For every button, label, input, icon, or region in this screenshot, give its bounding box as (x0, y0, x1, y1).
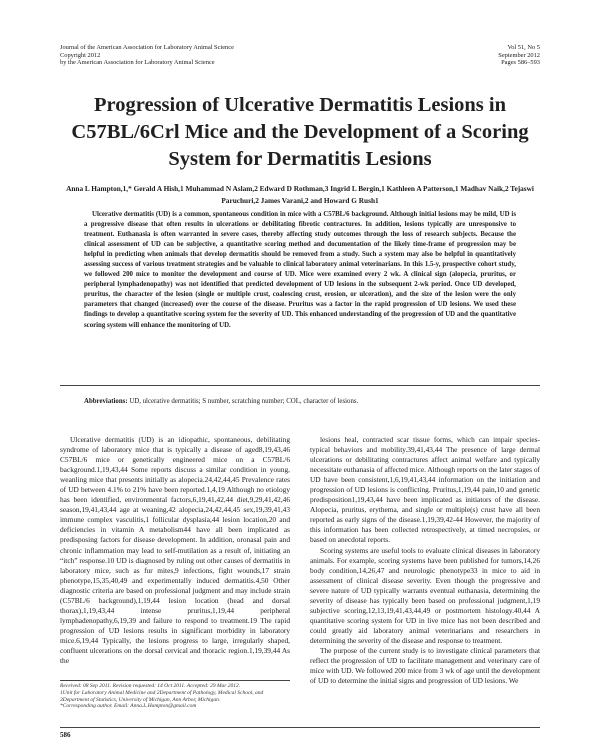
abstract-text: Ulcerative dermatitis (UD) is a common, spontaneous condition in mice with a C57BL/6 background. Although initial lesions may be mild, UD is a progressive disease that often results in ulcerations or debilitating fibrotic contractures. In addition, lesions typically are unresponsive to treatment. Euthanasia is often warranted in severe cases, thereby affecting study outcomes through the loss of research subjects. Because the clinical assessment of UD can be subjective, a quantitative scoring method and documentation of the likely time-frame of progression may be helpful in predicting when animals that develop dermatitis should be removed from a study. Such a system may also be helpful in quantitatively assessing success of various treatment strategies and be valuable to clinical laboratory animal veterinarians. In this 1.5-y, prospective cohort study, we followed 200 mice to monitor the development and course of UD. Mice were examined every 2 wk. A clinical sign (alopecia, pruritus, or peripheral lymphadenopathy) was not identified that predicted development of UD lesions in the subsequent 2-wk period. Once UD developed, pruritus, the character of the lesion (single or multiple crust, coalescing crust, erosion, or ulceration), and the size of the lesion were the only parameters that changed (increased) over the course of the disease. Pruritus was a factor in the rapid progression of UD lesions. We used these findings to develop a quantitative scoring system for the severity of UD. This enhanced understanding of the progression of UD and the quantitative scoring system will enhance the monitoring of UD. (84, 211, 516, 329)
abbreviations (84, 397, 516, 407)
journal-name: Journal of the American Association for Laboratory Animal Science (60, 44, 234, 51)
affiliations: 1Unit for Laboratory Animal Medicine and 2Department of Pathology, Medical School, and 3Department of Statistics, University of Michigan, Ann Arbor, Michigan. (60, 689, 264, 703)
body-paragraph: The purpose of the current study is to investigate clinical parameters that reflect the progression of UD to facilitate management and veterinary care of mice with UD. We followed 200 mice from 3 wk of age until the development of UD to determine the initial signs and progression of UD lesions. We (310, 645, 540, 686)
footnote-divider (60, 680, 290, 681)
body-paragraph: Ulcerative dermatitis (UD) is an idiopathic, spontaneous, debilitating syndrome of laboratory mice that is typically a disease of aged8,19,43,46 C57BL/6 mice or genetically engineered mice on a C57BL/6 background.1,19,43,44 Some reports discuss a similar condition in young, weanling mice that presents initially as alopecia.24,42,44,45 Prevalence rates of UD between 4.1% to 21% have been reported.1,4,19 Although no etiology has been identified, environmental factors,6,19,41,42,44 diet,9,29,41,42,46 season,19,41,43,44 age at weaning,42 alopecia,24,42,44,45 sex,19,39,41,43 immune complex vasculitis,1 follicular dysplasia,44 lesion location,20 and deficiencies in vitamin A metabolism44 have all been implicated as predisposing factors for disease development. In addition, oronasal pain and chronic inflammation may lead to self-mutilation as a result of, initiating an “itch” response.10 UD is diagnosed by ruling out other causes of dermatitis in laboratory mice, such as fur mites,9 infections, fight wounds,17 strain phenotype,15,35,40,49 and experimentally induced dermatitis.4,50 Other diagnostic criteria are based on professional judgment and may include strain (C57BL/6 background),1,19,44 lesion location (head and dorsal thorax),1,19,43,44 intense pruritus,1,19,44 peripheral lymphadenopathy,6,19,39 and failure to respond to treatment.19 The rapid progression of UD lesions results in significant morbidity in laboratory mice.6,19,44 Typically, the lesions progress to large, irregularly shaped, confluent ulcerations on the dorsal cervical and thoracic region.1,19,39,44 As the (60, 435, 290, 666)
received-dates: Received: 08 Sep 2011. Revision requested: 14 Oct 2011. Accepted: 29 Mar 2012. (60, 683, 241, 689)
paper-title: Progression of Ulcerative Dermatitis Lesions in C57BL/6Crl Mice and the Development of a Scoring System for Dermatitis Lesions (71, 94, 529, 170)
journal-header (60, 44, 234, 67)
corresponding-author: *Corresponding author. Email: Anna.L.Hampton@gmail.com (60, 703, 197, 710)
issue-date: September 2012 (498, 51, 540, 59)
abstract (84, 210, 516, 331)
publisher-line: by the American Association for Laboratory Animal Science (60, 59, 215, 67)
author-list: Anna L Hampton,1,* Gerald A Hish,1 Muhammad N Aslam,2 Edward D Rothman,3 Ingrid L Bergin,1 Kathleen A Patterson,1 Madhav Naik,2 Tejaswi Paruchuri,2 James Varani,2 and Howard G Rush1 (66, 184, 534, 205)
issue-info (498, 44, 540, 67)
abbreviations-label: Abbreviations: (84, 398, 128, 405)
page-footer-divider (60, 727, 540, 728)
volume-number: Vol 51, No 5 (507, 44, 540, 51)
body-paragraph: lesions heal, contracted scar tissue forms, which can impair species-typical behaviors and mobility.39,41,43,44 The presence of large dermal ulcerations or debilitating contractures affect animal welfare and typically necessitate euthanasia of affected mice. Although reports on the later stages of UD have been consistent,1,6,19,41,43,44 information on the initiation and progression of UD lesions is conflicting. Pruritus,1,19,44 pain,10 and genetic predisposition1,19,43,44 have been implicated as initiators of the disease. Alopecia, pruritus, erythema, and single or multiple(s) crust have all been reported as early signs of the disease.1,19,39,42-44 However, the majority of this information has been collected retrospectively, at timed necropsies, or based on anecdotal reports. (310, 435, 540, 545)
body-column-left (60, 435, 290, 666)
copyright-line: Copyright 2012 (60, 51, 101, 59)
footnotes (60, 683, 290, 710)
page-number: 586 (60, 731, 71, 739)
abbreviations-text: UD, ulcerative dermatitis; S number, scratching number; COL, character of lesions. (127, 398, 359, 405)
body-paragraph: Scoring systems are useful tools to evaluate clinical diseases in laboratory animals. For example, scoring systems have been published for tumors,14,26 body condition,14,26,47 and neurologic phenotype33 in mice to aid in assessment of clinical disease severity. Even though the progressive and severe nature of UD typically warrants eventual euthanasia, determining the severity of disease has typically been based on professional judgment,1,19 subjective scoring,12,13,19,41,43,44,49 or postmortem histology.40,44 A quantitative scoring system for UD in live mice has not been described and could greatly aid laboratory animal veterinarians and researchers in determining the severity of the disease and response to treatment. (310, 545, 540, 645)
page-range: Pages 586–593 (501, 59, 540, 67)
section-divider (60, 385, 540, 386)
body-column-right (310, 435, 540, 686)
